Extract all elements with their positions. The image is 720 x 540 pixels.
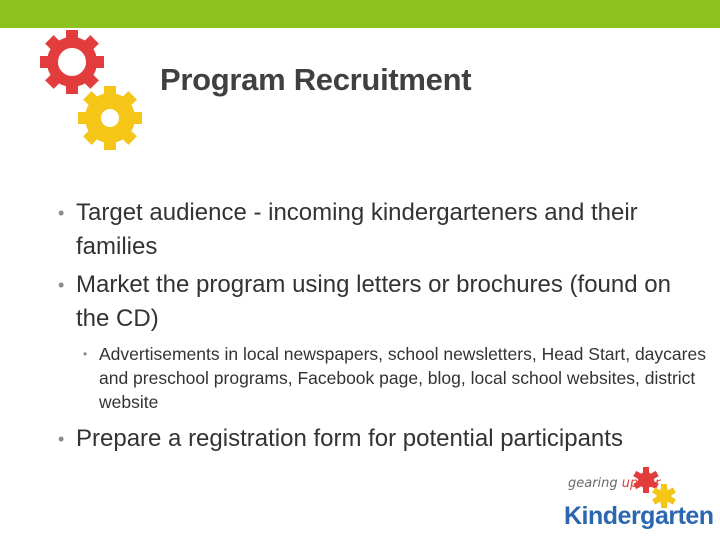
bullet-dot: •: [58, 429, 65, 449]
yellow-gear-icon: [78, 86, 142, 150]
logo-wordmark: Kindergarten: [564, 502, 714, 530]
bullet-item: [58, 196, 698, 264]
gears-decoration: [30, 30, 160, 160]
top-accent-bar: [0, 0, 720, 28]
bullet-text: Target audience - incoming kindergarteners and their families: [76, 199, 638, 260]
sub-bullet-item: [83, 342, 715, 414]
bullet-dot: •: [58, 203, 65, 223]
bullet-text: Advertisements in local newspapers, school newsletters, Head Start, daycares and preschool programs, Facebook page, blog, local school websites, district website: [99, 344, 706, 412]
bullet-item: [58, 422, 720, 456]
logo-tagline-part: up for: [621, 476, 661, 491]
bullet-item: [58, 268, 698, 336]
logo-tagline: [568, 476, 660, 491]
slide-title: Program Recruitment: [160, 62, 472, 97]
red-gear-icon: [40, 30, 104, 94]
bullet-text: Prepare a registration form for potential participants: [76, 425, 623, 452]
logo-tagline-part: gearing: [568, 476, 622, 491]
bullet-text: Market the program using letters or brochures (found on the CD): [76, 271, 671, 332]
bullet-dot: •: [83, 347, 88, 361]
gearing-up-logo: [560, 466, 720, 536]
bullet-dot: •: [58, 275, 65, 295]
